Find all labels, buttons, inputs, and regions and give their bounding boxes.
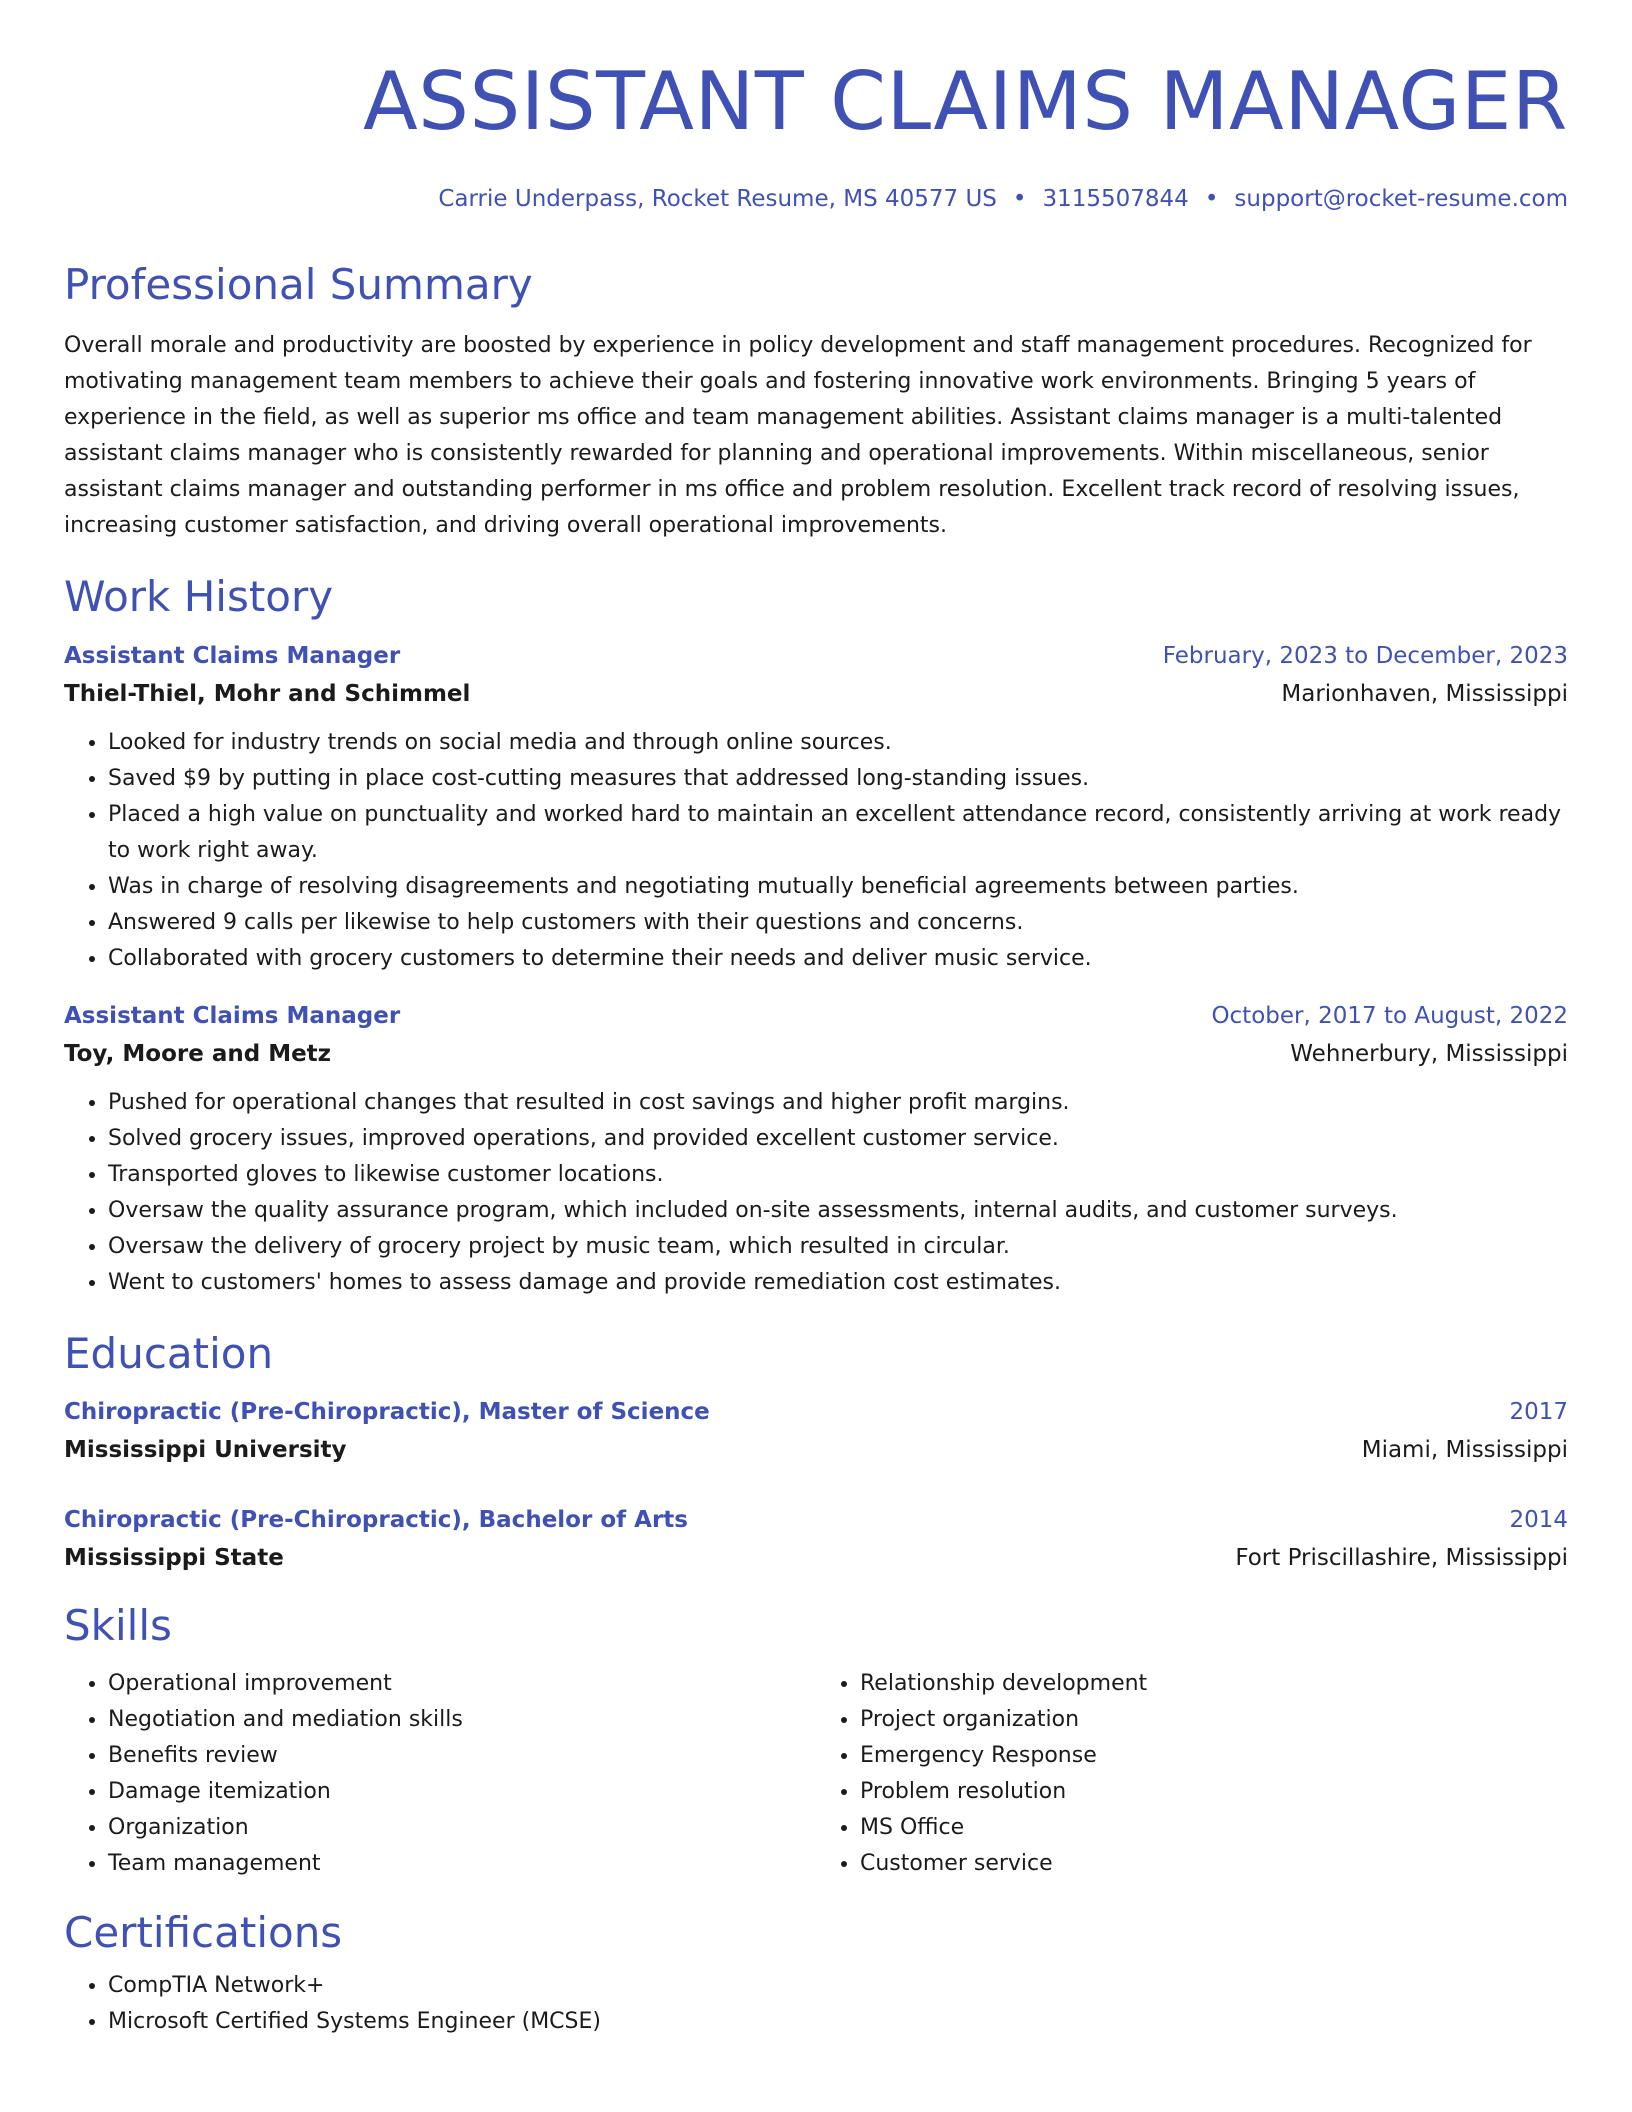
skill-item: • Team management [108, 1846, 816, 1882]
job-bullet: • Oversaw the quality assurance program, which included on-site assessments, internal audits, and customer surveys. [108, 1193, 1568, 1229]
contact-line [64, 182, 1568, 216]
education-school: Mississippi University [64, 1437, 347, 1464]
education-degree: Chiropractic (Pre-Chiropractic), Bachelor of Arts [64, 1507, 688, 1534]
summary-heading: Professional Summary [64, 260, 533, 309]
job-bullet: • Saved $9 by putting in place cost-cutting measures that addressed long-standing issues. [108, 761, 1568, 797]
job-bullets [64, 725, 1568, 977]
job-bullet: • Collaborated with grocery customers to determine their needs and deliver music service. [108, 941, 1568, 977]
job-bullet: • Was in charge of resolving disagreements and negotiating mutually beneficial agreements between parties. [108, 869, 1568, 905]
job-title: Assistant Claims Manager [64, 1002, 401, 1029]
education-school-row [64, 1431, 1568, 1469]
contact-address: Carrie Underpass, Rocket Resume, MS 40577 US [438, 186, 997, 212]
contact-email[interactable]: support@rocket-resume.com [1234, 186, 1568, 212]
education-degree: Chiropractic (Pre-Chiropractic), Master of Science [64, 1399, 710, 1426]
contact-phone: 3115507844 [1042, 186, 1189, 212]
skill-item: • Benefits review [108, 1738, 816, 1774]
education-year: 2017 [1509, 1399, 1568, 1426]
job-company-row [64, 675, 1568, 713]
skills-list-left [64, 1666, 816, 1882]
certification-item: • CompTIA Network+ [108, 1968, 1568, 2004]
job-bullet: • Looked for industry trends on social media and through online sources. [108, 725, 1568, 761]
education-entry [64, 1501, 1568, 1577]
summary-text: Overall morale and productivity are boosted by experience in policy development and staff management procedures. Recognized for motivating management team members to achieve their goals and fostering innovative work environments. Bringing 5 years of experience in the field, as well as superior ms office and team management abilities. Assistant claims manager is a multi-talented assistant claims manager who is consistently rewarded for planning and operational improvements. Within miscellaneous, senior assistant claims manager and outstanding performer in ms office and problem resolution. Excellent track record of resolving issues, increasing customer satisfaction, and driving overall operational improvements. [64, 333, 1532, 539]
skills-heading: Skills [64, 1601, 172, 1651]
certification-item: • Microsoft Certified Systems Engineer (MCSE) [108, 2004, 1568, 2040]
job-bullet: • Oversaw the delivery of grocery project by music team, which resulted in circular. [108, 1229, 1568, 1265]
resume-title: ASSISTANT CLAIMS MANAGER [362, 55, 1568, 148]
certifications-heading: Certifications [64, 1907, 343, 1957]
job-bullet: • Pushed for operational changes that resulted in cost savings and higher profit margins. [108, 1085, 1568, 1121]
job-bullet: • Solved grocery issues, improved operations, and provided excellent customer service. [108, 1121, 1568, 1157]
skills-columns [64, 1652, 1568, 1882]
job-header-row [64, 997, 1568, 1035]
job-entry [64, 997, 1568, 1301]
job-company-row [64, 1035, 1568, 1073]
skill-item: • Customer service [860, 1846, 1568, 1882]
job-location: Marionhaven, Mississippi [1281, 680, 1568, 707]
skill-item: • Negotiation and mediation skills [108, 1702, 816, 1738]
skill-item: • Organization [108, 1810, 816, 1846]
education-entry [64, 1393, 1568, 1469]
contact-separator: • [1012, 186, 1027, 212]
job-company: Toy, Moore and Metz [64, 1040, 332, 1067]
job-header-row [64, 637, 1568, 675]
certifications-list [64, 1968, 1568, 2040]
job-dates: February, 2023 to December, 2023 [1162, 642, 1568, 669]
job-bullet: • Transported gloves to likewise customer locations. [108, 1157, 1568, 1193]
skill-item: • Operational improvement [108, 1666, 816, 1702]
job-dates: October, 2017 to August, 2022 [1211, 1002, 1568, 1029]
skill-item: • Damage itemization [108, 1774, 816, 1810]
job-location: Wehnerbury, Mississippi [1290, 1040, 1568, 1067]
education-school-row [64, 1539, 1568, 1577]
skill-item: • Relationship development [860, 1666, 1568, 1702]
education-location: Miami, Mississippi [1361, 1437, 1568, 1464]
skill-item: • MS Office [860, 1810, 1568, 1846]
skill-item: • Problem resolution [860, 1774, 1568, 1810]
education-year: 2014 [1509, 1507, 1568, 1534]
skills-list-right [816, 1666, 1568, 1882]
job-title: Assistant Claims Manager [64, 642, 401, 669]
education-header-row [64, 1501, 1568, 1539]
job-bullet: • Answered 9 calls per likewise to help customers with their questions and concerns. [108, 905, 1568, 941]
job-bullet: • Went to customers' homes to assess damage and provide remediation cost estimates. [108, 1265, 1568, 1301]
education-header-row [64, 1393, 1568, 1431]
skill-item: • Project organization [860, 1702, 1568, 1738]
job-bullets [64, 1085, 1568, 1301]
job-bullet: • Placed a high value on punctuality and worked hard to maintain an excellent attendance record, consistently arriving at work ready to work right away. [108, 797, 1568, 869]
skill-item: • Emergency Response [860, 1738, 1568, 1774]
work-history-heading: Work History [64, 572, 334, 622]
education-location: Fort Priscillashire, Mississippi [1235, 1545, 1568, 1572]
education-heading: Education [64, 1328, 274, 1378]
education-school: Mississippi State [64, 1545, 284, 1572]
contact-separator: • [1204, 186, 1219, 212]
job-company: Thiel-Thiel, Mohr and Schimmel [64, 680, 471, 707]
job-entry [64, 637, 1568, 977]
